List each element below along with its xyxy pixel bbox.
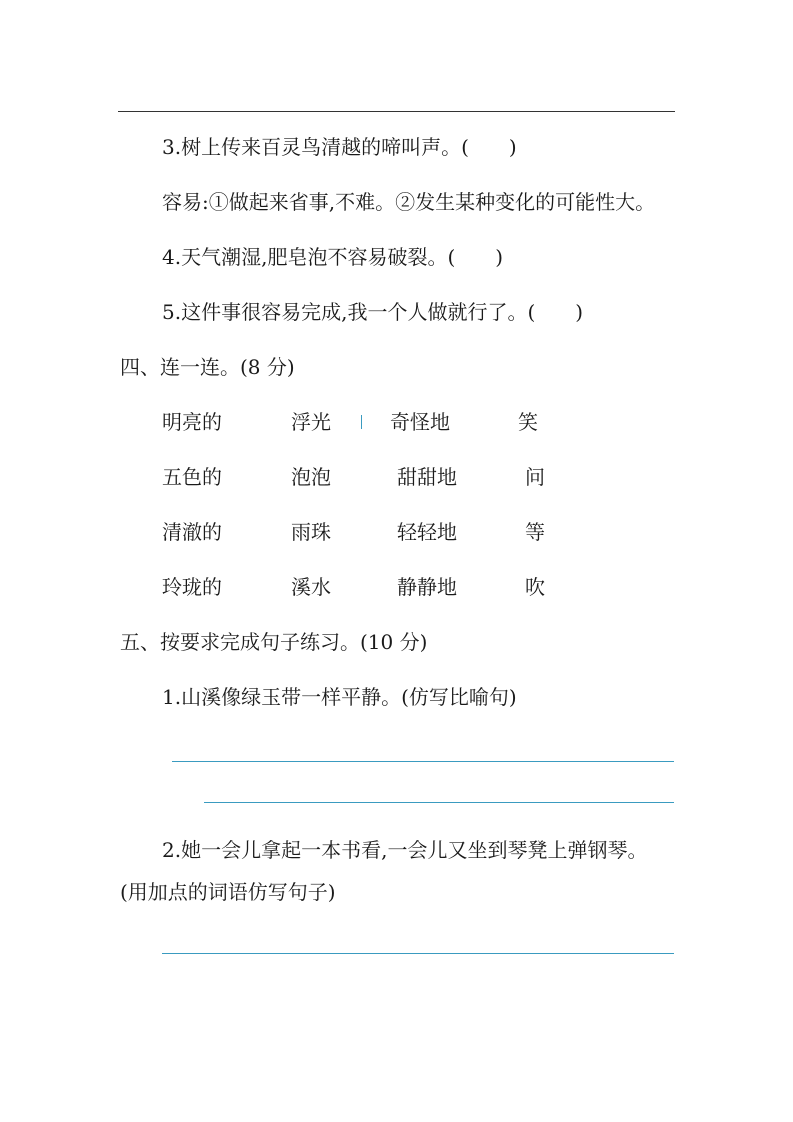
question-5: 5.这件事很容易完成,我一个人做就行了。( ): [162, 300, 584, 324]
answer-line[interactable]: [162, 953, 674, 954]
match-col3-item: 奇怪地: [390, 410, 450, 434]
answer-line[interactable]: [204, 802, 674, 803]
question-4: 4.天气潮湿,肥皂泡不容易破裂。( ): [162, 245, 504, 269]
match-col4-item: 吹: [525, 575, 545, 599]
match-col1-item: 五色的: [162, 465, 222, 489]
match-col2-item: 泡泡: [291, 465, 331, 489]
match-col3-item: 甜甜地: [397, 465, 457, 489]
definition-rongyi: 容易:①做起来省事,不难。②发生某种变化的可能性大。: [162, 190, 656, 214]
match-col1-item: 明亮的: [162, 410, 222, 434]
match-col2-item: 溪水: [291, 575, 331, 599]
match-col4-item: 笑: [518, 410, 538, 434]
match-col2-item: 雨珠: [291, 520, 331, 544]
header-rule: [118, 111, 675, 112]
section-5-question-1: 1.山溪像绿玉带一样平静。(仿写比喻句): [162, 685, 517, 709]
match-col2-item: 浮光: [291, 410, 331, 434]
connector-mark: [361, 415, 362, 429]
match-col1-item: 清澈的: [162, 520, 222, 544]
answer-line[interactable]: [172, 761, 674, 762]
match-col4-item: 问: [525, 465, 545, 489]
question-3: 3.树上传来百灵鸟清越的啼叫声。( ): [162, 135, 517, 159]
match-col3-item: 静静地: [397, 575, 457, 599]
section-5-question-2-instruction: (用加点的词语仿写句子): [120, 880, 336, 904]
section-5-question-2: 2.她一会儿拿起一本书看,一会儿又坐到琴凳上弹钢琴。: [162, 838, 648, 862]
section-4-heading: 四、连一连。(8 分): [120, 355, 295, 379]
match-col3-item: 轻轻地: [397, 520, 457, 544]
match-col1-item: 玲珑的: [162, 575, 222, 599]
match-col4-item: 等: [525, 520, 545, 544]
section-5-heading: 五、按要求完成句子练习。(10 分): [120, 630, 428, 654]
